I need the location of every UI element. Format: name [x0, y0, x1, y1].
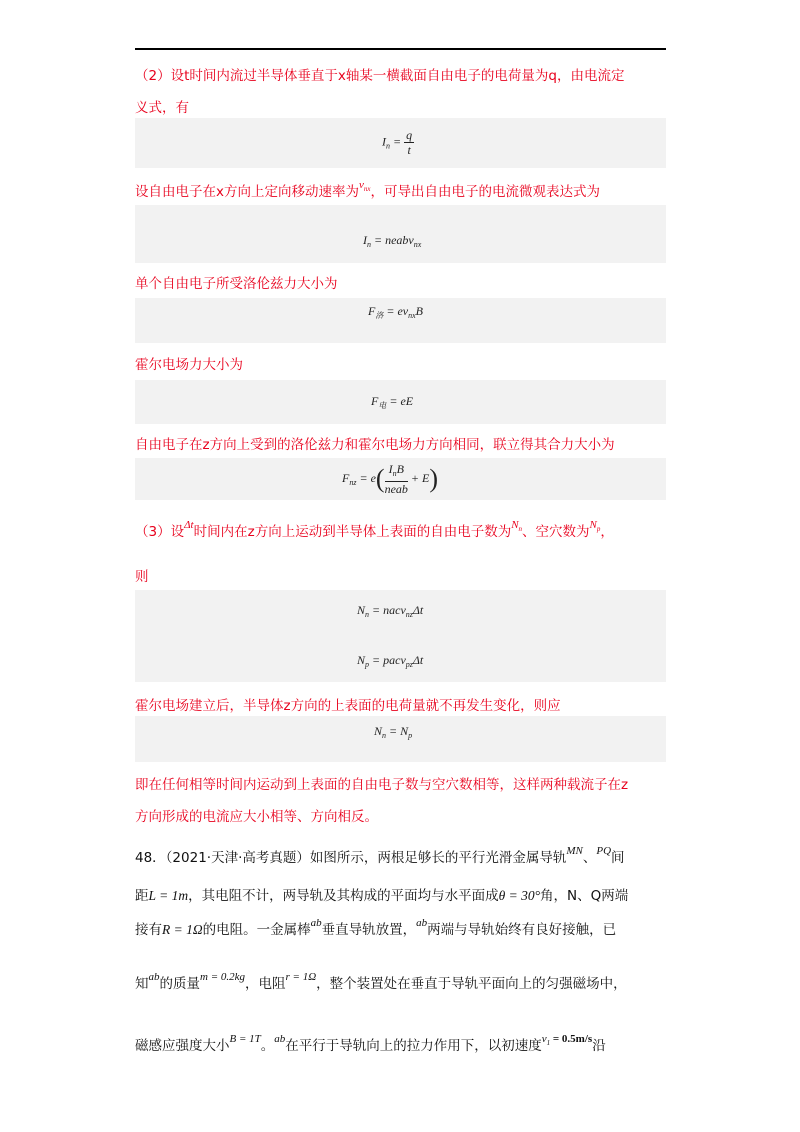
part2-line6: 自由电子在z方向上受到的洛伦兹力和霍尔电场力方向相同，联立得其合力大小为 — [135, 437, 615, 453]
equation-box-total-force — [135, 458, 666, 500]
part3-line4: 即在任何相等时间内运动到上表面的自由电子数与空穴数相等，这样两种载流子在z — [135, 777, 629, 793]
header-rule — [135, 48, 666, 50]
q48-line2: 距L = 1m，其电阻不计，两导轨及其构成的平面均与水平面成θ = 30°角，N、Q两端 — [135, 888, 629, 904]
part2-line4: 单个自由电子所受洛伦兹力大小为 — [135, 276, 338, 292]
equation-hole-count: $N_p$ = pacv$_{pz}$Δt — [357, 653, 424, 669]
q48-line5: 磁感应强度大小$^{B = 1T}$。$^{ab}$在平行于导轨向上的拉力作用下，以初速度$^{v_1 = 0.5m/s}$沿 — [135, 1033, 606, 1054]
part3-line3: 霍尔电场建立后，半导体z方向的上表面的电荷量就不再发生变化，则应 — [135, 698, 561, 714]
equation-micro-current: $I_n$ = neabv$_{nx}$ — [363, 233, 422, 249]
part3-line2: 则 — [135, 569, 149, 585]
equation-box-current — [135, 118, 666, 168]
q48-line3: 接有R = 1Ω的电阻。一金属棒$^{ab}$垂直导轨放置，$^{ab}$两端与导轨始终有良好接触，已 — [135, 917, 617, 938]
equation-box-equal-counts — [135, 716, 666, 762]
equation-current-definition: $I_n$ = $\frac{q}{t}$ — [382, 128, 413, 157]
equation-box-hall-force — [135, 380, 666, 424]
part2-line2: 义式，有 — [135, 100, 189, 116]
equation-lorentz-force: $F_洛 = ev_{nx}B$ — [368, 304, 423, 320]
part2-line1: （2）设t时间内流过半导体垂直于x轴某一横截面自由电子的电荷量为q，由电流定 — [135, 68, 625, 84]
equation-equal-counts: $N_n = N_p$ — [374, 724, 413, 740]
q48-line1: 48．（2021·天津·高考真题）如图所示，两根足够长的平行光滑金属导轨$^{MN}$、$^{PQ}$间 — [135, 845, 625, 866]
equation-box-counts — [135, 590, 666, 682]
part3-line5: 方向形成的电流应大小相等、方向相反。 — [135, 809, 378, 825]
equation-electron-count: $N_n$ = nacv$_{nz}$Δt — [357, 603, 424, 619]
equation-total-force: $F_{nz} = e$( $\frac{I_nB}{\text{neab}}$ + E) — [342, 462, 439, 496]
part2-line5: 霍尔电场力大小为 — [135, 357, 243, 373]
equation-box-lorentz — [135, 298, 666, 343]
equation-hall-force: $F_电$ = eE — [371, 394, 414, 410]
equation-box-micro-current — [135, 205, 666, 263]
part2-line3: 设自由电子在x方向上定向移动速率为$^{v_{nx}}$，可导出自由电子的电流微观表达式为 — [135, 179, 600, 200]
q48-line4: 知$^{ab}$的质量$^{m = 0.2kg}$，电阻$^{r = 1\Omega}$，整个装置处在垂直于导轨平面向上的匀强磁场中， — [135, 971, 627, 992]
part3-line1: （3）设$^{\Delta t}$时间内在z方向上运动到半导体上表面的自由电子数为$^{N_n}$、空穴数为$^{N_p}$， — [135, 519, 614, 540]
